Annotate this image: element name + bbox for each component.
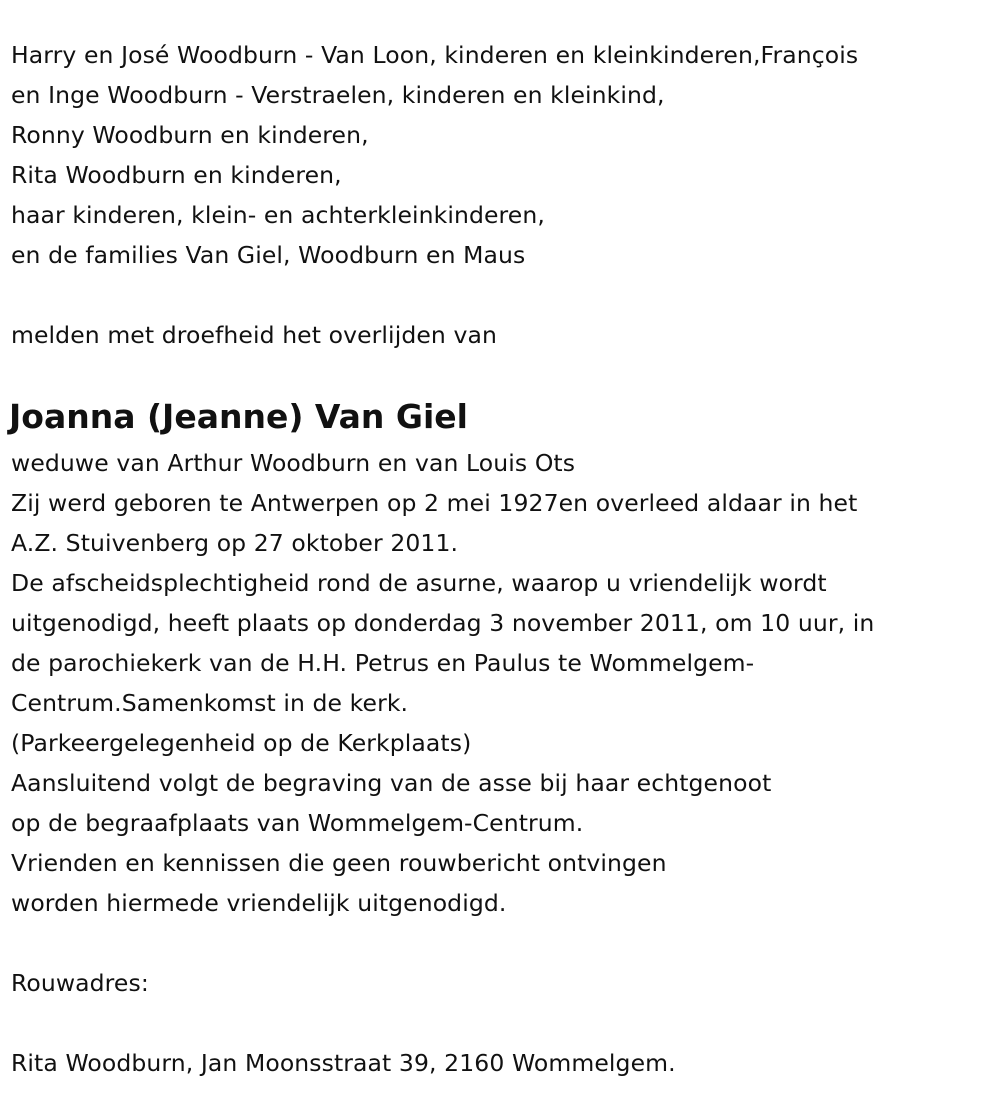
- details-line: weduwe van Arthur Woodburn en van Louis Ots: [11, 449, 576, 477]
- family-line: haar kinderen, klein- en achterkleinkinderen,: [11, 201, 545, 229]
- address-text: Rita Woodburn, Jan Moonsstraat 39, 2160 Wommelgem.: [11, 1049, 676, 1077]
- deceased-name: Joanna (Jeanne) Van Giel: [9, 397, 468, 436]
- details-line: Zij werd geboren te Antwerpen op 2 mei 1927en overleed aldaar in het: [11, 489, 858, 517]
- family-line: Ronny Woodburn en kinderen,: [11, 121, 369, 149]
- details-line: Aansluitend volgt de begraving van de asse bij haar echtgenoot: [11, 769, 772, 797]
- family-line: en Inge Woodburn - Verstraelen, kinderen en kleinkind,: [11, 81, 665, 109]
- details-line: de parochiekerk van de H.H. Petrus en Paulus te Wommelgem-: [11, 649, 755, 677]
- family-line: Harry en José Woodburn - Van Loon, kinderen en kleinkinderen,François: [11, 41, 859, 69]
- details-line: op de begraafplaats van Wommelgem-Centrum.: [11, 809, 584, 837]
- details-line: A.Z. Stuivenberg op 27 oktober 2011.: [11, 529, 459, 557]
- details-line: uitgenodigd, heeft plaats op donderdag 3 november 2011, om 10 uur, in: [11, 609, 875, 637]
- address-label: Rouwadres:: [11, 969, 149, 997]
- details-line: Centrum.Samenkomst in de kerk.: [11, 689, 409, 717]
- details-line: Vrienden en kennissen die geen rouwbericht ontvingen: [11, 849, 667, 877]
- announcement-text: melden met droefheid het overlijden van: [11, 321, 497, 349]
- details-line: (Parkeergelegenheid op de Kerkplaats): [11, 729, 472, 757]
- family-line: Rita Woodburn en kinderen,: [11, 161, 342, 189]
- details-line: De afscheidsplechtigheid rond de asurne, waarop u vriendelijk wordt: [11, 569, 827, 597]
- family-line: en de families Van Giel, Woodburn en Maus: [11, 241, 526, 269]
- details-line: worden hiermede vriendelijk uitgenodigd.: [11, 889, 507, 917]
